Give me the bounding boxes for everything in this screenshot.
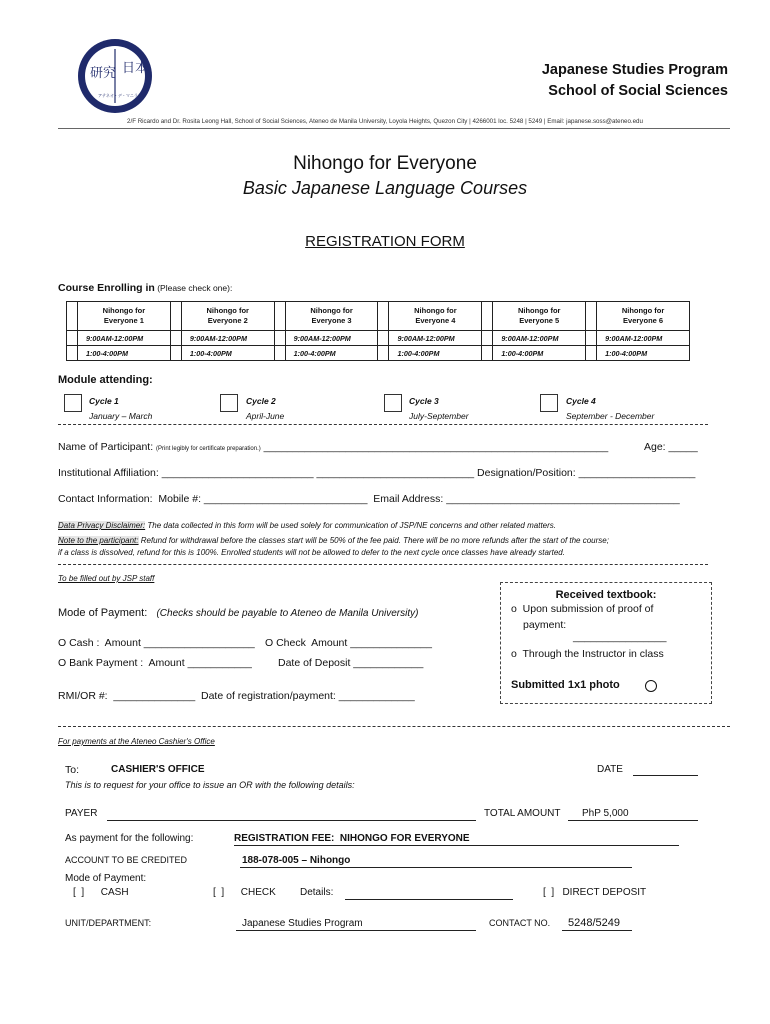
participant-hint: (Print legibly for certificate preparation.) [156, 446, 261, 452]
cycle-3-months: July-September [409, 411, 469, 421]
course-afternoon-row [67, 346, 690, 361]
privacy-disclaimer [58, 521, 556, 530]
note-text: Refund for withdrawal before the classes start will be 50% of the fee paid. There will be no more refunds after the start of the course; [138, 536, 609, 545]
registration-form-heading: REGISTRATION FORM [305, 233, 465, 250]
deposit-date-field[interactable]: Date of Deposit ____________ [278, 657, 424, 669]
course-1-am-checkbox[interactable] [67, 331, 78, 346]
course-hint: (Please check one): [154, 283, 233, 293]
course-4-am: 9:00AM-12:00PM [389, 331, 482, 346]
course-6-am-checkbox[interactable] [586, 331, 597, 346]
textbook-blank[interactable]: ________________ [573, 631, 667, 643]
course-2-name: Nihongo for Everyone 2 [181, 302, 274, 331]
cash-option[interactable]: [ ] CASH [73, 887, 129, 898]
course-5-pm: 1:00-4:00PM [493, 346, 586, 361]
photo-label: Submitted 1x1 photo [511, 679, 620, 691]
program-name: Japanese Studies Program [541, 62, 728, 78]
course-6-name: Nihongo for Everyone 6 [597, 302, 690, 331]
cycle-1-checkbox[interactable] [64, 394, 82, 412]
course-4-name: Nihongo for Everyone 4 [389, 302, 482, 331]
age-field[interactable]: Age: _____ [644, 441, 698, 453]
form-main-title: Nihongo for Everyone [293, 153, 477, 174]
school-name: School of Social Sciences [548, 83, 728, 99]
course-5-am-checkbox[interactable] [482, 331, 493, 346]
course-4-pm: 1:00-4:00PM [389, 346, 482, 361]
cash-amount-field[interactable]: O Cash : Amount ___________________ [58, 637, 255, 649]
mode-label: Mode of Payment: [65, 873, 147, 884]
total-amount-label: TOTAL AMOUNT [484, 808, 561, 819]
course-3-am: 9:00AM-12:00PM [285, 331, 378, 346]
payment-mode-row [58, 607, 418, 619]
form-subtitle: Basic Japanese Language Courses [242, 178, 528, 198]
course-3-pm-checkbox[interactable] [274, 346, 285, 361]
course-4-checkbox[interactable] [378, 302, 389, 331]
account-label: ACCOUNT TO BE CREDITED [65, 855, 188, 865]
course-4-pm-checkbox[interactable] [378, 346, 389, 361]
course-3-pm: 1:00-4:00PM [285, 346, 378, 361]
to-label: To: [65, 764, 80, 776]
cycle-4-months: September - December [566, 411, 655, 421]
cycle-1-months: January – March [89, 411, 153, 421]
textbook-option-1[interactable]: o Upon submission of proof of [511, 603, 654, 615]
logo-chars-right: 日本 [122, 61, 149, 76]
course-label: Course Enrolling in [58, 282, 155, 294]
privacy-label: Data Privacy Disclaimer: [58, 521, 146, 530]
course-3-checkbox[interactable] [274, 302, 285, 331]
course-1-checkbox[interactable] [67, 302, 78, 331]
course-1-name: Nihongo for Everyone 1 [78, 302, 171, 331]
cashier-divider [58, 726, 730, 727]
unit-value: Japanese Studies Program [242, 918, 363, 929]
course-6-pm: 1:00-4:00PM [597, 346, 690, 361]
course-5-checkbox[interactable] [482, 302, 493, 331]
course-2-checkbox[interactable] [170, 302, 181, 331]
unit-line [236, 930, 476, 931]
bank-amount-field[interactable]: O Bank Payment : Amount ___________ [58, 657, 252, 669]
cycle-3-checkbox[interactable] [384, 394, 402, 412]
check-option[interactable]: [ ] CHECK [213, 887, 276, 898]
affiliation-field[interactable]: Institutional Affiliation: __________________________ ___________________________ Designation/Position: ____________________ [58, 467, 696, 479]
cycle-2-checkbox[interactable] [220, 394, 238, 412]
participant-label: Name of Participant: [58, 441, 157, 453]
textbook-title: Received textbook: [555, 589, 657, 601]
cycle-4-name: Cycle 4 [566, 396, 596, 406]
direct-deposit-option[interactable]: [ ] DIRECT DEPOSIT [543, 887, 647, 898]
account-line [240, 867, 632, 868]
total-amount-line[interactable] [568, 820, 698, 821]
cycle-2-name: Cycle 2 [246, 396, 276, 406]
course-2-am: 9:00AM-12:00PM [181, 331, 274, 346]
course-enrolling-label [58, 282, 232, 294]
address-line: 2/F Ricardo and Dr. Rosita Leong Hall, School of Social Sciences, Ateneo de Manila University, Loyola Heights, Quezon City | 4266001 loc. 5248 | 5249 | Email: japanese.soss@ateneo.edu [127, 118, 643, 125]
check-amount-field[interactable]: O Check Amount ______________ [265, 637, 432, 649]
textbook-box [500, 582, 712, 704]
date-line[interactable] [633, 775, 698, 776]
cycle-1-name: Cycle 1 [89, 396, 119, 406]
staff-section-label: To be filled out by JSP staff [58, 574, 155, 583]
payment-mode-label: Mode of Payment: [58, 607, 148, 619]
payment-for-label: As payment for the following: [65, 833, 194, 844]
unit-label: UNIT/DEPARTMENT: [65, 918, 152, 928]
participant-line: ___________________________________________________________ [260, 441, 609, 453]
course-3-am-checkbox[interactable] [274, 331, 285, 346]
course-3-name: Nihongo for Everyone 3 [285, 302, 378, 331]
payer-label: PAYER [65, 808, 98, 819]
module-label: Module attending: [58, 374, 153, 386]
cycle-2-months: April-June [246, 411, 285, 421]
course-2-am-checkbox[interactable] [170, 331, 181, 346]
course-5-name: Nihongo for Everyone 5 [493, 302, 586, 331]
course-5-am: 9:00AM-12:00PM [493, 331, 586, 346]
date-label: DATE [597, 764, 623, 775]
textbook-option-2[interactable]: o Through the Instructor in class [511, 648, 664, 660]
details-line[interactable] [345, 899, 513, 900]
contact-no-line [562, 930, 632, 931]
payer-line[interactable] [107, 820, 476, 821]
course-6-am: 9:00AM-12:00PM [597, 331, 690, 346]
registration-fee: REGISTRATION FEE: NIHONGO FOR EVERYONE [234, 833, 470, 844]
course-header-row [67, 302, 690, 331]
account-value: 188-078-005 – Nihongo [242, 855, 351, 866]
contact-no-label: CONTACT NO. [489, 918, 551, 928]
module-divider [58, 424, 708, 425]
cashier-section-label: For payments at the Ateneo Cashier's Office [58, 737, 215, 746]
cycle-3-name: Cycle 3 [409, 396, 439, 406]
course-1-pm: 1:00-4:00PM [78, 346, 171, 361]
photo-circle-checkbox[interactable] [645, 680, 657, 692]
course-2-pm-checkbox[interactable] [170, 346, 181, 361]
fee-line [234, 845, 679, 846]
payment-mode-hint: (Checks should be payable to Ateneo de Manila University) [156, 608, 419, 619]
privacy-text: The data collected in this form will be used solely for communication of JSP/NE concerns and other related matters. [145, 521, 556, 530]
rmi-or-field[interactable]: RMI/OR #: ______________ Date of registration/payment: _____________ [58, 690, 415, 702]
course-morning-row [67, 331, 690, 346]
participant-note [58, 536, 728, 545]
textbook-option-1b: payment: [523, 619, 567, 631]
contact-no-value: 5248/5249 [568, 917, 620, 929]
course-5-pm-checkbox[interactable] [482, 346, 493, 361]
course-4-am-checkbox[interactable] [378, 331, 389, 346]
logo-chars-left: 研究 [90, 66, 117, 81]
details-label: Details: [300, 887, 334, 898]
contact-field[interactable]: Contact Information: Mobile #: ____________________________ Email Address: ________________________________________ [58, 493, 680, 505]
cashier-office: CASHIER'S OFFICE [111, 764, 205, 775]
course-table [66, 301, 690, 361]
course-6-pm-checkbox[interactable] [586, 346, 597, 361]
total-amount-value: PhP 5,000 [582, 808, 629, 819]
participant-name-field[interactable] [58, 441, 608, 453]
request-text: This is to request for your office to issue an OR with the following details: [65, 780, 355, 790]
course-1-am: 9:00AM-12:00PM [78, 331, 171, 346]
note-label: Note to the participant: [58, 536, 139, 545]
logo-ring-text: アテネオ・デ・マニラ大学 [98, 93, 146, 98]
note-text-2: if a class is dissolved, refund for this is 100%. Enrolled students will not be allowed to defer to the next cycle once classes have already started. [58, 548, 565, 557]
university-seal-logo [76, 37, 154, 115]
course-2-pm: 1:00-4:00PM [181, 346, 274, 361]
header-divider [58, 128, 730, 129]
course-6-checkbox[interactable] [586, 302, 597, 331]
cycle-4-checkbox[interactable] [540, 394, 558, 412]
course-1-pm-checkbox[interactable] [67, 346, 78, 361]
staff-divider [58, 564, 708, 565]
